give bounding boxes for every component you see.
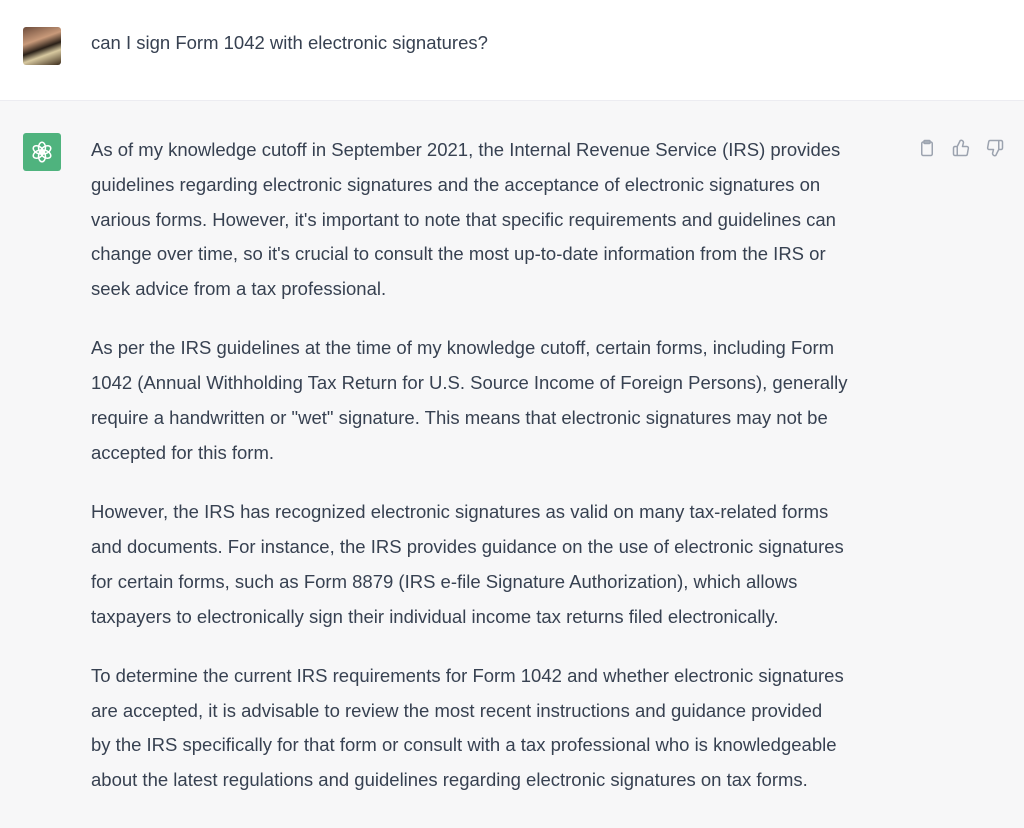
text-line: are accepted, it is advisable to review the most recent instructions and guidance provided [91,699,823,721]
text-line: To determine the current IRS requirements for Form 1042 and whether electronic signatures [91,664,844,686]
thumbs-up-icon[interactable] [950,137,972,159]
text-line: However, the IRS has recognized electronic signatures as valid on many tax-related forms [91,501,829,523]
text-line: As per the IRS guidelines at the time of my knowledge cutoff, certain forms, including Form [91,337,835,359]
text-line: and documents. For instance, the IRS provides guidance on the use of electronic signatures [91,535,844,557]
text-line: change over time, so it's crucial to consult the most up-to-date information from the IRS or [91,243,826,265]
text-line: require a handwritten or "wet" signature. This means that electronic signatures may not be [91,407,828,429]
user-avatar [23,27,61,65]
text-line: seek advice from a tax professional. [91,278,387,300]
copy-clipboard-icon[interactable] [916,137,938,159]
assistant-message-text [91,133,921,823]
text-line: As of my knowledge cutoff in September 2021, the Internal Revenue Service (IRS) provides [91,139,841,160]
message-actions [916,137,1006,159]
text-line: accepted for this form. [91,441,275,463]
paragraph [91,659,921,798]
text-line: taxpayers to electronically sign their individual income tax returns filed electronically. [91,605,779,627]
assistant-message-row [0,101,1024,828]
text-line: guidelines regarding electronic signatures and the acceptance of electronic signatures on [91,173,821,195]
user-message-row [0,0,1024,101]
text-line: for certain forms, such as Form 8879 (IRS e-file Signature Authorization), which allows [91,570,798,592]
text-line: by the IRS specifically for that form or consult with a tax professional who is knowledgeable [91,734,837,756]
openai-logo-icon [23,133,61,171]
text-line: various forms. However, it's important to note that specific requirements and guidelines can [91,208,836,230]
paragraph [91,495,921,634]
paragraph [91,331,921,470]
user-message-text: can I sign Form 1042 with electronic signatures? [91,32,488,53]
thumbs-down-icon[interactable] [984,137,1006,159]
text-line: 1042 (Annual Withholding Tax Return for U.S. Source Income of Foreign Persons), generally [91,372,848,394]
paragraph [91,133,921,307]
text-line: about the latest regulations and guidelines regarding electronic signatures on tax forms. [91,769,808,791]
